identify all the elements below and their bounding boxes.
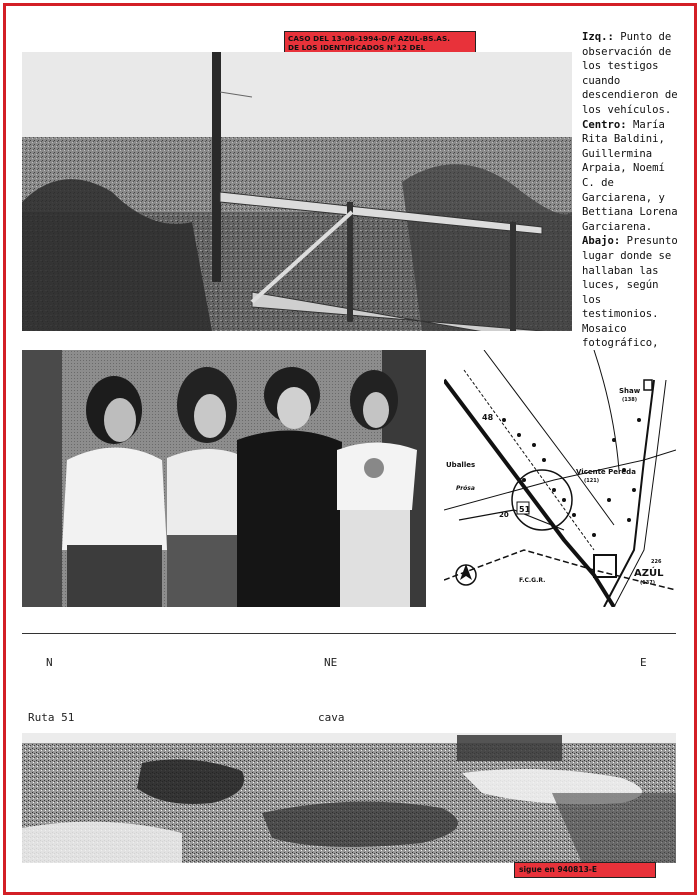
continuation-label: sigue en 940813-E	[514, 862, 656, 878]
case-header-line2: DE LOS IDENTIFICADOS N°12 DEL	[288, 43, 426, 52]
caption-abajo	[582, 234, 678, 365]
map-label-azul: AZÚL	[634, 568, 664, 579]
map-label-azul-num: (137)	[640, 580, 656, 586]
caption-izq	[582, 30, 678, 118]
caption-centro	[582, 118, 678, 235]
map-label-vicente-pereda: Vicente Pereda	[576, 468, 636, 476]
direction-label-n: N	[46, 656, 53, 669]
map-label-prosa: Prósa	[456, 485, 475, 492]
map-label-226: 226	[651, 559, 662, 565]
observation-point-photo	[22, 52, 572, 331]
location-map	[444, 350, 676, 607]
caption-centro-text: María Rita Baldini, Guillermina Arpaia, Noemí C. de Garciarena, y Bettiana Lorena Garciarena.	[582, 118, 678, 233]
section-divider	[22, 633, 676, 634]
caption-abajo-label: Abajo:	[582, 235, 621, 248]
map-label-uballes: Uballes	[446, 461, 476, 469]
panorama-photo-mosaic	[22, 733, 676, 863]
map-label-vp-num: (121)	[584, 478, 600, 484]
caption-izq-label: Izq.:	[582, 31, 614, 43]
caption-abajo-text: Presunto lugar donde se hallaban las luces, según los testimonios. Mosaico fotográfico,	[582, 235, 678, 350]
direction-label-ne: NE	[324, 656, 338, 669]
caption-centro-label: Centro:	[582, 118, 627, 131]
case-header-line1: CASO DEL 13-08-1994-D/F AZUL-BS.AS.	[288, 34, 451, 43]
witnesses-photo	[22, 350, 426, 607]
map-label-route-20: 20	[499, 511, 509, 519]
map-label-shaw: Shaw	[619, 387, 641, 395]
north-arrow-icon	[456, 564, 476, 585]
label-cava: cava	[318, 711, 345, 724]
direction-label-e: E	[640, 656, 647, 669]
map-label-fcgr: F.C.G.R.	[519, 577, 546, 584]
map-label-route-51: 51	[519, 505, 531, 514]
map-label-route-48: 48	[482, 413, 494, 422]
caption-izq-text: Punto de observación de los testigos cuando descendieron de los vehículos.	[582, 31, 678, 116]
photo-caption	[582, 30, 678, 366]
label-ruta-51: Ruta 51	[28, 711, 75, 724]
map-label-shaw-num: (138)	[622, 397, 638, 403]
